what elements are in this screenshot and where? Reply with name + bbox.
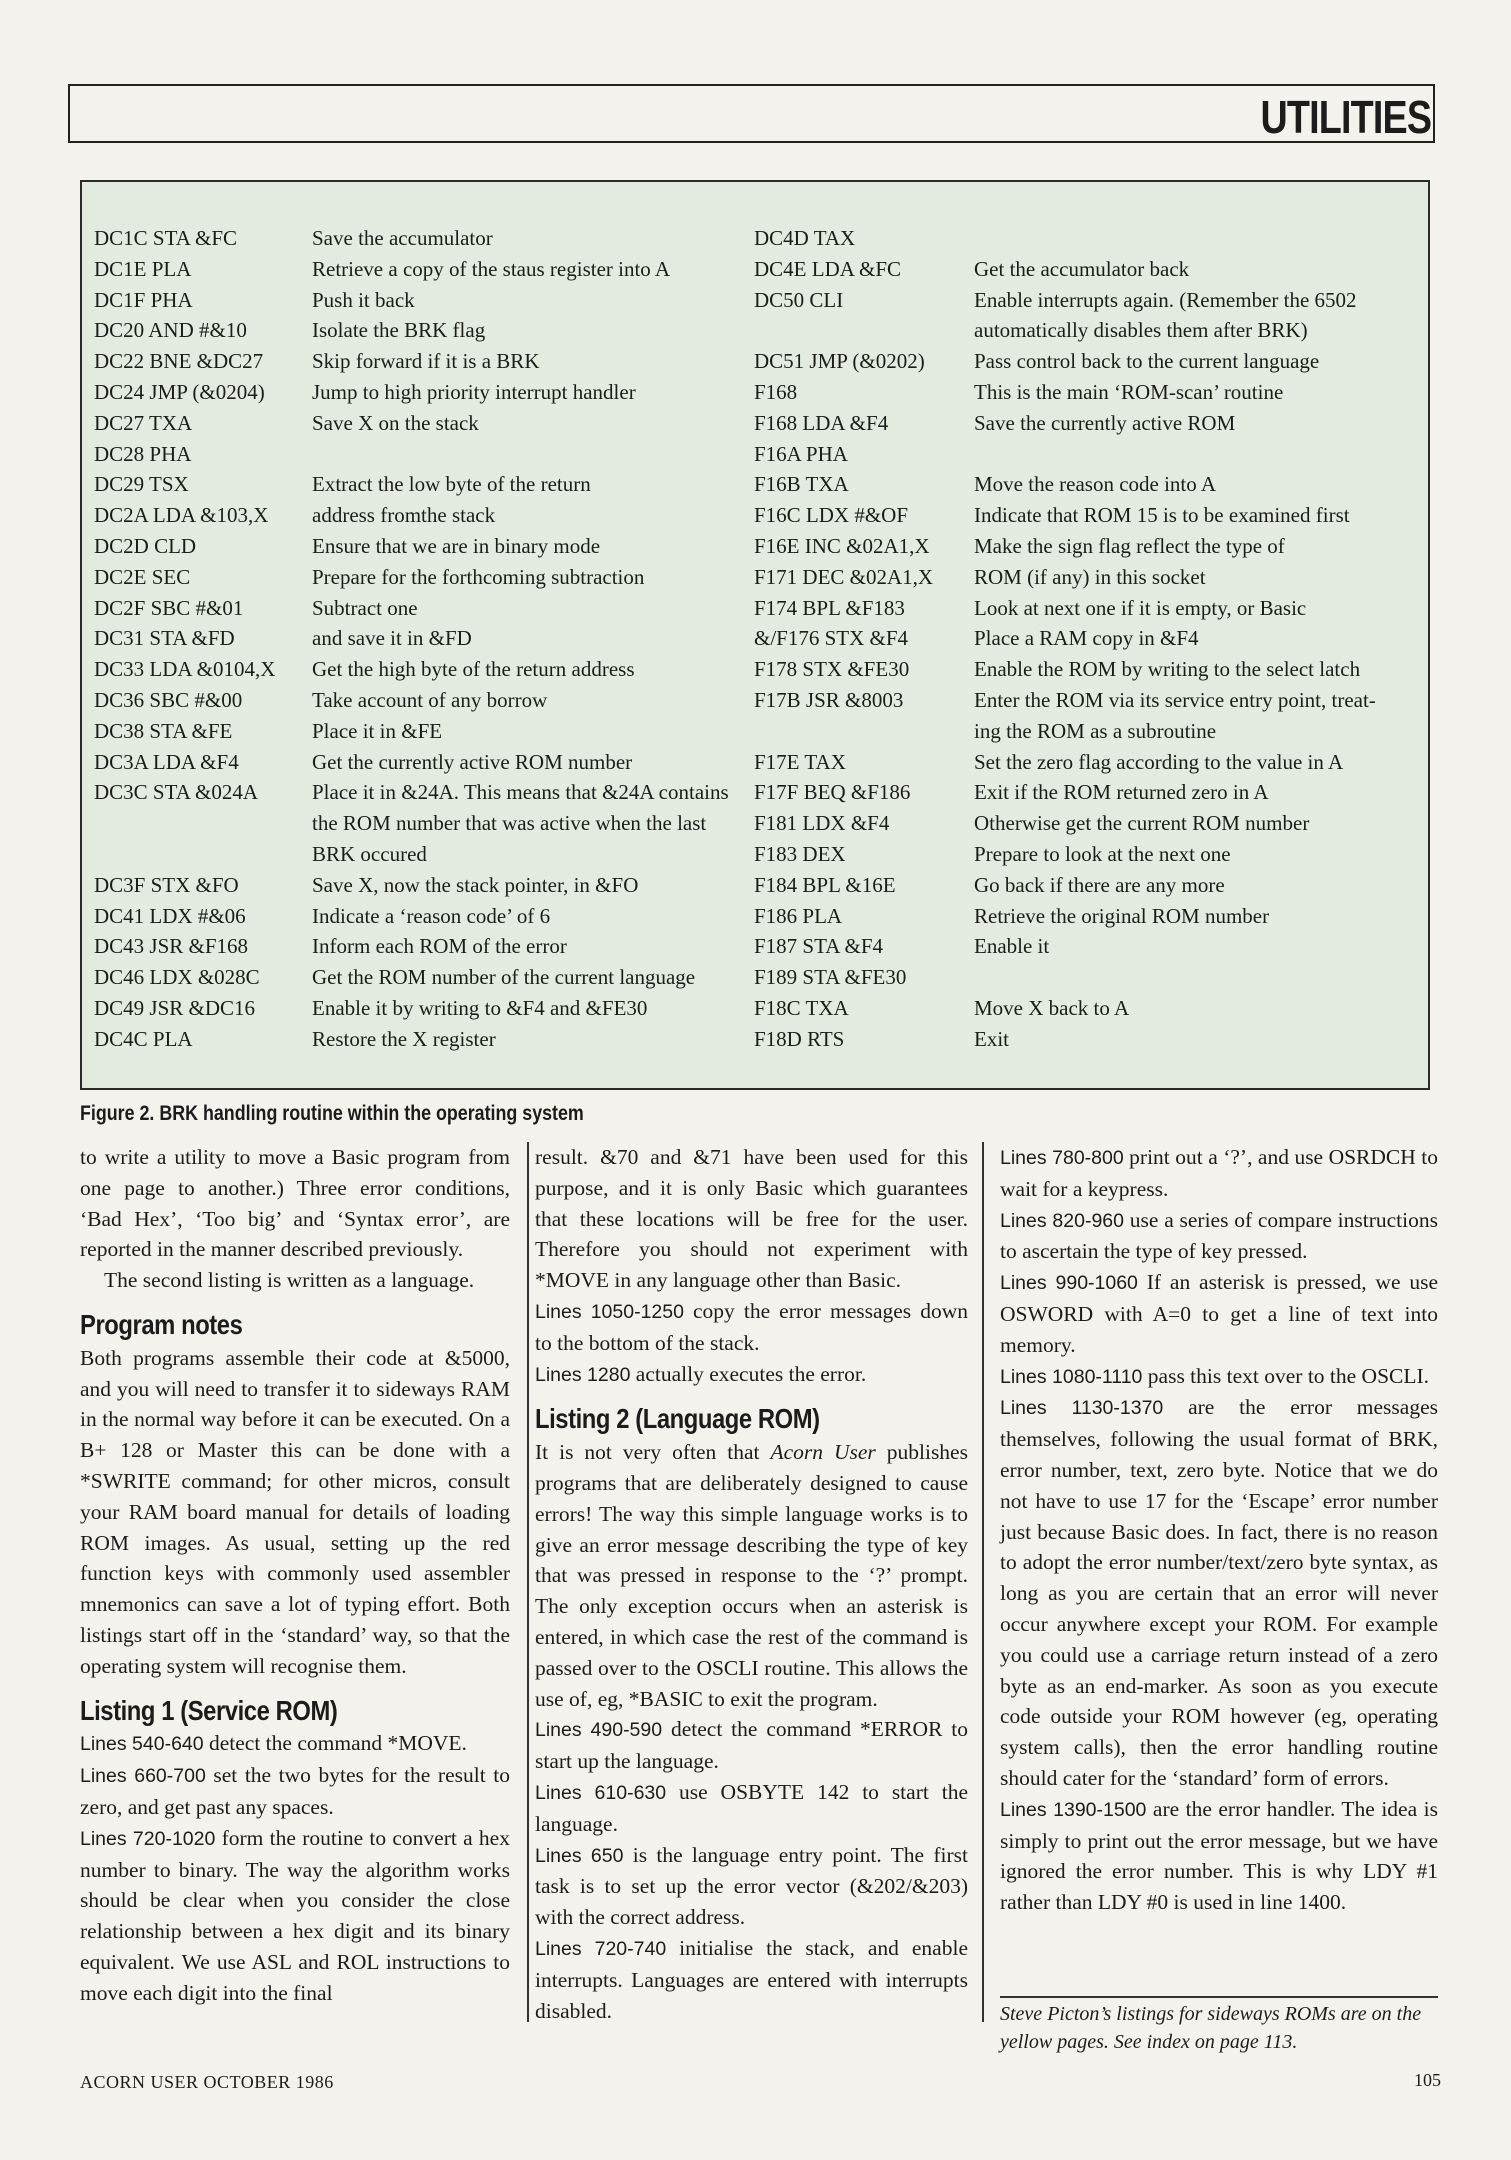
code-comment: Skip forward if it is a BRK [312, 349, 540, 374]
code-comment: address fromthe stack [312, 503, 496, 528]
code-comment: Otherwise get the current ROM number [974, 811, 1310, 836]
article-column-3 [1000, 1142, 1438, 1918]
code-comment: Exit [974, 1026, 1009, 1051]
paragraph: Both programs assemble their code at &5000, and you will need to transfer it to sideways RAM in the normal way before it can be executed. On a B+ 128 or Master this can be done with a *SWRITE command; for other micros, consult your RAM board manual for details of loading ROM images. As usual, setting up the red function keys with commonly used assembler mnemonics can save a lot of typing effort. Both listings start off in the ‘standard’ way, so that the operating system will recognise them. [80, 1345, 510, 1678]
code-instruction: F16C LDX #&OF [754, 503, 909, 528]
code-instruction: F181 LDX &F4 [754, 811, 890, 836]
code-instruction: F174 BPL &F183 [754, 595, 905, 620]
line-label: Lines 1280 [535, 1363, 631, 1386]
code-instruction: F17F BEQ &F186 [754, 780, 911, 805]
text: publishes programs that are deliberately designed to cause errors! The way this simple language works is to give an error message describing the type of key that was pressed in response to the ‘?’ prompt. The only exception occurs when an asterisk is entered, in which case the rest of the command is passed over to the OSCLI routine. This allows the use of, eg, *BASIC to exit the program. [535, 1440, 968, 1711]
article-column-2 [535, 1142, 968, 2026]
code-comment: Enable interrupts again. (Remember the 6502 [974, 287, 1357, 312]
heading-listing-2: Listing 2 (Language ROM) [535, 1403, 820, 1435]
code-instruction: DC1C STA &FC [94, 226, 238, 250]
code-comment: Get the high byte of the return address [312, 657, 635, 682]
code-comment: Place it in &FE [312, 718, 443, 743]
author-credit: Steve Picton’s listings for sideways ROMs are on the yellow pages. See index on page 113. [1000, 2003, 1422, 2053]
code-instruction: DC36 SBC #&00 [94, 688, 243, 712]
code-comment: Enable it [974, 934, 1050, 959]
footer-magazine: ACORN USER OCTOBER 1986 [80, 2072, 334, 2092]
code-comment: Extract the low byte of the return [312, 472, 591, 497]
line-text: form the routine to convert a hex number to binary. The way the algorithm works should be clear when you consider the close relationship between a hex digit and its binary equivalent. We use ASL and ROL instructions to move each digit into the final [80, 1825, 510, 2005]
code-comment: Move the reason code into A [974, 472, 1217, 497]
line-note [1000, 1205, 1438, 1268]
line-text: print out a ‘?’, and use OSRDCH to wait for a keypress. [1000, 1145, 1438, 1201]
figure-2-box [80, 180, 1430, 1090]
code-instruction: DC29 TSX [94, 472, 189, 497]
column-divider [527, 1142, 529, 2022]
code-comment: Save the accumulator [312, 226, 493, 250]
code-instruction: DC43 JSR &F168 [94, 934, 249, 959]
code-instruction: DC4E LDA &FC [754, 256, 902, 281]
line-text: is the language entry point. The first task is to set up the error vector (&202/&203) with the correct address. [535, 1842, 968, 1930]
code-comment: Jump to high priority interrupt handler [312, 380, 636, 404]
line-text: use a series of compare instructions to ascertain the type of key pressed. [1000, 1207, 1438, 1264]
code-instruction: DC2D CLD [94, 534, 197, 558]
line-note [1000, 1794, 1438, 1918]
code-instruction: F18D RTS [754, 1026, 845, 1051]
code-instruction: DC20 AND #&10 [94, 318, 247, 343]
code-instruction: DC46 LDX &028C [94, 965, 260, 990]
code-comment: This is the main ‘ROM-scan’ routine [974, 380, 1284, 404]
code-comment: Move X back to A [974, 996, 1130, 1020]
line-label: Lines 1130-1370 [1000, 1397, 1164, 1420]
line-text: copy the error messages down to the bottom of the stack. [535, 1298, 968, 1355]
code-comment: ing the ROM as a subroutine [974, 718, 1217, 743]
heading-listing-1: Listing 1 (Service ROM) [80, 1694, 338, 1726]
paragraph: result. &70 and &71 have been used for this purpose, and it is only Basic which guarantees that these locations will be free for the user. Therefore you should not experiment with *MOVE in any language other than Basic. [535, 1145, 968, 1293]
code-instruction: DC24 JMP (&0204) [94, 380, 265, 404]
code-comment: the ROM number that was active when the last [312, 811, 707, 836]
paragraph: The second listing is written as a language. [104, 1268, 475, 1293]
code-instruction: DC4D TAX [754, 226, 856, 250]
code-instruction: F178 STX &FE30 [754, 657, 910, 682]
code-comment: automatically disables them after BRK) [974, 318, 1308, 343]
code-instruction: DC33 LDA &0104,X [94, 657, 276, 682]
code-comment: Get the ROM number of the current language [312, 965, 696, 990]
paragraph: to write a utility to move a Basic program from one page to another.) Three error conditions, ‘Bad Hex’, ‘Too big’ and ‘Syntax error’, are reported in the manner described previously. [80, 1145, 510, 1262]
line-label: Lines 650 [535, 1844, 624, 1867]
line-label: Lines 820-960 [1000, 1209, 1124, 1232]
line-label: Lines 780-800 [1000, 1147, 1124, 1169]
code-comment: Place a RAM copy in &F4 [974, 626, 1199, 651]
magazine-name: Acorn User [770, 1440, 876, 1465]
code-comment: Look at next one if it is empty, or Basic [974, 595, 1307, 620]
line-text: set the two bytes for the result to zero, and get past any spaces. [80, 1763, 510, 1819]
figure-caption: Figure 2. BRK handling routine within the operating system [80, 1102, 584, 1125]
line-text: actually executes the error. [630, 1361, 867, 1386]
line-note [535, 1296, 968, 1359]
code-comment: Enter the ROM via its service entry point, treat- [974, 688, 1376, 712]
code-instruction: DC1E PLA [94, 256, 192, 281]
code-instruction: F16E INC &02A1,X [754, 534, 930, 558]
code-comment: Restore the X register [312, 1026, 496, 1051]
code-instruction: DC2E SEC [94, 564, 191, 589]
line-text: pass this text over to the OSCLI. [1142, 1363, 1430, 1388]
line-label: Lines 1390-1500 [1000, 1798, 1147, 1821]
line-note [535, 1933, 968, 2026]
line-text: If an asterisk is pressed, we use OSWORD with A=0 to get a line of text into memory. [1000, 1270, 1438, 1357]
code-instruction: F171 DEC &02A1,X [754, 564, 934, 589]
code-instruction: DC2A LDA &103,X [94, 503, 269, 528]
code-instruction: DC49 JSR &DC16 [94, 996, 256, 1020]
code-instruction: DC2F SBC #&01 [94, 595, 244, 620]
code-instruction: DC51 JMP (&0202) [754, 349, 925, 374]
code-comment: Prepare for the forthcoming subtraction [312, 564, 645, 589]
line-label: Lines 610-630 [535, 1781, 667, 1804]
code-comment: Make the sign flag reflect the type of [974, 534, 1285, 558]
code-instruction: DC4C PLA [94, 1026, 193, 1051]
code-comment: Place it in &24A. This means that &24A contains [312, 780, 729, 805]
code-instruction: &/F176 STX &F4 [754, 626, 909, 651]
code-comment: Set the zero flag according to the value in A [974, 749, 1344, 774]
code-comment: Save the currently active ROM [974, 410, 1236, 435]
line-label: Lines 490-590 [535, 1719, 663, 1742]
line-note [1000, 1392, 1438, 1793]
code-instruction: F16A PHA [754, 441, 848, 466]
code-instruction: DC3F STX &FO [94, 872, 239, 897]
line-note [535, 1777, 968, 1840]
line-note [80, 1823, 510, 2009]
code-instruction: F18C TXA [754, 996, 849, 1020]
header-rule-right [1433, 84, 1435, 143]
paragraph [535, 1437, 968, 1714]
line-text: detect the command *MOVE. [203, 1731, 467, 1756]
line-label: Lines 720-1020 [80, 1827, 216, 1850]
code-comment: Indicate that ROM 15 is to be examined first [974, 503, 1350, 528]
section-title: UTILITIES [1260, 91, 1431, 143]
code-comment: Enable the ROM by writing to the select latch [974, 657, 1361, 682]
line-label: Lines 990-1060 [1000, 1272, 1138, 1295]
code-comment: and save it in &FD [312, 626, 472, 651]
line-note [535, 1714, 968, 1777]
code-instruction: DC1F PHA [94, 287, 193, 312]
line-label: Lines 540-640 [80, 1733, 204, 1756]
heading-program-notes: Program notes [80, 1308, 243, 1340]
code-instruction: F168 LDA &F4 [754, 410, 889, 435]
line-text: initialise the stack, and enable interrupts. Languages are entered with interrupts disabled. [535, 1935, 968, 2023]
article-column-1 [80, 1142, 510, 2009]
line-note [1000, 1267, 1438, 1360]
line-text: are the error handler. The idea is simply to print out the error message, but we have ignored the error number. This is why LDY #1 rather than LDY #0 is used in line 1400. [1000, 1796, 1438, 1915]
code-comment: Get the currently active ROM number [312, 749, 633, 774]
line-note [535, 1840, 968, 1933]
code-comment: Go back if there are any more [974, 872, 1225, 897]
code-comment: Get the accumulator back [974, 256, 1190, 281]
code-instruction: DC3C STA &024A [94, 780, 259, 805]
line-note [80, 1760, 510, 1823]
line-label: Lines 1080-1110 [1000, 1365, 1143, 1388]
line-note [80, 1728, 510, 1760]
code-comment: Push it back [312, 287, 415, 312]
line-note [1000, 1361, 1438, 1393]
code-instruction: DC22 BNE &DC27 [94, 349, 264, 374]
code-comment: Subtract one [312, 595, 418, 620]
code-instruction: DC27 TXA [94, 410, 193, 435]
code-comment: Save X, now the stack pointer, in &FO [312, 872, 639, 897]
line-text: detect the command *ERROR to start up the language. [535, 1717, 968, 1774]
code-comment: Isolate the BRK flag [312, 318, 486, 343]
text: It is not very often that [535, 1440, 771, 1465]
code-instruction: F187 STA &F4 [754, 934, 884, 959]
code-instruction: F16B TXA [754, 472, 849, 497]
code-instruction: DC28 PHA [94, 441, 192, 466]
line-label: Lines 660-700 [80, 1765, 206, 1788]
header-rule-top [68, 84, 1435, 86]
header-rule-left [68, 84, 70, 143]
code-comment: Save X on the stack [312, 410, 479, 435]
line-note [535, 1359, 968, 1391]
code-comment: Ensure that we are in binary mode [312, 534, 601, 558]
code-instruction: F189 STA &FE30 [754, 965, 907, 990]
code-comment: Enable it by writing to &F4 and &FE30 [312, 996, 648, 1020]
code-comment: Take account of any borrow [312, 688, 548, 712]
code-instruction: DC50 CLI [754, 287, 844, 312]
code-instruction: F183 DEX [754, 842, 846, 866]
code-comment: BRK occured [312, 842, 427, 866]
line-text: are the error messages themselves, following the usual format of BRK, error number, text, zero byte. Notice that we do not have to use 17 for the ‘Escape’ error number just because Basic does. In fact, there is no reason to adopt the error number/text/zero byte syntax, as long as you are certain that an error will never occur anywhere except your ROM. For example you could use a carriage return instead of a zero byte as an end-marker. As soon as you execute code outside your ROM however (eg, operating system calls), then the error handling routine should cater for the ‘standard’ form of errors. [1000, 1395, 1438, 1790]
code-comment: Retrieve the original ROM number [974, 903, 1270, 928]
code-comment: ROM (if any) in this socket [974, 564, 1206, 589]
code-instruction: F186 PLA [754, 903, 843, 928]
code-instruction: DC3A LDA &F4 [94, 749, 239, 774]
code-instruction: DC38 STA &FE [94, 718, 233, 743]
code-comment: Pass control back to the current language [974, 349, 1320, 374]
column-divider [982, 1142, 984, 2022]
code-instruction: F17B JSR &8003 [754, 688, 904, 712]
code-instruction: DC41 LDX #&06 [94, 903, 246, 928]
page-number: 105 [1414, 2070, 1441, 2090]
header-rule-bottom [68, 141, 1435, 143]
credit-rule [1000, 1996, 1438, 1998]
line-label: Lines 720-740 [535, 1937, 667, 1960]
code-instruction: DC31 STA &FD [94, 626, 235, 651]
code-comment: Retrieve a copy of the staus register into A [312, 256, 671, 281]
code-instruction: F184 BPL &16E [754, 872, 896, 897]
code-instruction: F168 [754, 380, 798, 404]
line-label: Lines 1050-1250 [535, 1300, 684, 1323]
code-comment: Indicate a ‘reason code’ of 6 [312, 903, 551, 928]
line-text: use OSBYTE 142 to start the language. [535, 1779, 968, 1836]
code-comment: Inform each ROM of the error [312, 934, 567, 959]
code-comment: Prepare to look at the next one [974, 842, 1231, 866]
line-note [1000, 1142, 1438, 1205]
code-comment: Exit if the ROM returned zero in A [974, 780, 1269, 805]
code-instruction: F17E TAX [754, 749, 846, 774]
